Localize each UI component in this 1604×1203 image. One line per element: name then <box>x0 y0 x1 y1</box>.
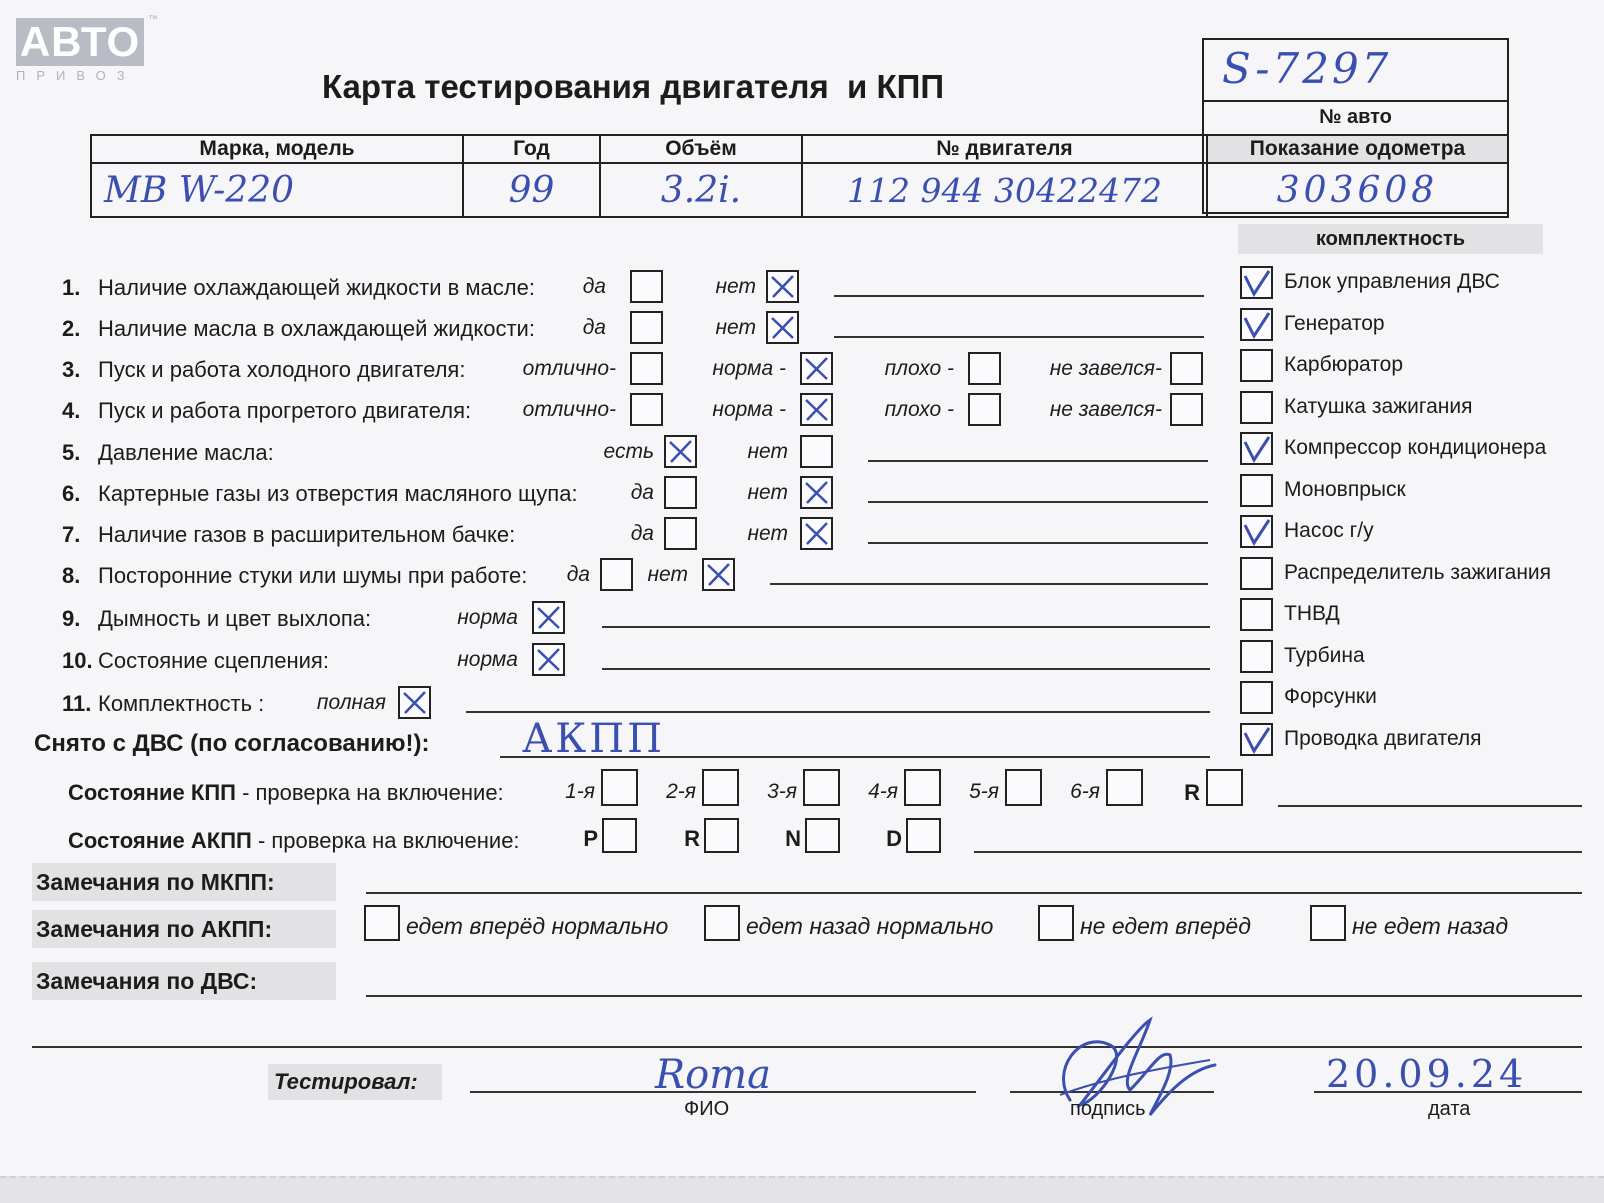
question-text: Наличие газов в расширительном бачке: <box>98 522 516 547</box>
table-header-row <box>91 135 1508 163</box>
option-label: нет <box>747 440 788 463</box>
check-mark-icon <box>768 272 797 301</box>
check-mark-icon <box>400 688 429 717</box>
removed-line <box>500 756 1210 758</box>
table-values-row <box>91 163 1508 217</box>
question-number: 2. <box>62 316 81 341</box>
answer-line <box>602 626 1210 628</box>
removed-value: АКПП <box>522 716 666 762</box>
kit-item-label: ТНВД <box>1284 602 1340 625</box>
check-mark-icon <box>802 519 831 548</box>
akpp-gear-checkbox[interactable] <box>906 818 941 853</box>
check-mark-icon <box>534 603 563 632</box>
kit-item-label: Карбюратор <box>1284 353 1404 376</box>
remarks-mkpp-label: Замечания по МКПП: <box>32 863 336 901</box>
option-label: не завелся- <box>1049 398 1162 421</box>
akpp-remark-checkbox[interactable] <box>1310 905 1346 941</box>
kit-item-label: Компрессор кондиционера <box>1284 436 1547 459</box>
question-text: Дымность и цвет выхлопа: <box>98 606 372 631</box>
akpp-gear-label: N <box>785 826 801 851</box>
remarks-dvs-line <box>366 995 1582 997</box>
kpp-gear-checkbox[interactable] <box>1206 769 1243 806</box>
car-number-label: № авто <box>1319 106 1392 128</box>
option-checkbox[interactable] <box>532 601 565 634</box>
option-label: да <box>582 275 606 298</box>
kit-checkbox[interactable] <box>1240 598 1273 631</box>
kpp-gear-label: 1-я <box>565 780 595 803</box>
question-text: Наличие охлаждающей жидкости в масле: <box>98 275 535 300</box>
kpp-gear-label: 4-я <box>868 780 898 803</box>
answer-line <box>834 336 1204 338</box>
option-checkbox[interactable] <box>532 643 565 676</box>
year-value: 99 <box>463 163 600 217</box>
answer-line <box>868 460 1208 462</box>
answer-line <box>834 295 1204 297</box>
option-label: нет <box>747 522 788 545</box>
question-number: 10. <box>62 648 93 673</box>
akpp-remark-label: не едет назад <box>1352 913 1509 939</box>
option-checkbox[interactable] <box>398 686 431 719</box>
check-mark-icon <box>534 645 563 674</box>
option-checkbox[interactable] <box>800 435 833 468</box>
logo-main: АВТО <box>16 18 144 66</box>
kit-checkbox[interactable] <box>1240 349 1273 382</box>
logo-sub: ПРИВОЗ <box>16 68 136 83</box>
odometer-value: 303608 <box>1207 163 1508 217</box>
kit-item-label: Форсунки <box>1284 685 1377 708</box>
vehicle-info-table <box>90 134 1509 218</box>
question-text: Давление масла: <box>98 440 274 465</box>
option-checkbox[interactable] <box>800 517 833 550</box>
kit-item-label: Генератор <box>1284 311 1385 335</box>
option-label: норма <box>457 648 518 671</box>
kpp-gear-label: 6-я <box>1070 780 1100 803</box>
kit-item-label: Насос г/у <box>1284 519 1374 542</box>
col-brand-header: Марка, модель <box>91 135 463 163</box>
check-mark-icon <box>1242 268 1271 297</box>
kpp-gear-label: R <box>1184 780 1200 805</box>
question-text: Комплектность : <box>98 691 265 716</box>
akpp-remark-checkbox[interactable] <box>364 905 400 941</box>
akpp-remark-label: едет назад нормально <box>746 913 994 939</box>
remarks-akpp-label: Замечания по АКПП: <box>32 910 336 948</box>
check-mark-icon <box>1242 434 1271 463</box>
check-mark-icon <box>704 560 733 589</box>
kpp-line <box>1278 805 1582 807</box>
kit-checkbox[interactable] <box>1240 640 1273 673</box>
akpp-gear-label: R <box>684 826 700 851</box>
option-label: норма <box>457 606 518 629</box>
tested-label: Тестировал: <box>268 1064 442 1100</box>
volume-value: 3.2i. <box>600 163 802 217</box>
logo-tm: ™ <box>148 14 158 25</box>
question-number: 6. <box>62 481 81 506</box>
question-number: 4. <box>62 398 81 423</box>
logo <box>16 14 158 84</box>
answer-line <box>770 583 1208 585</box>
akpp-remark-checkbox[interactable] <box>704 905 740 941</box>
akpp-remark-checkbox[interactable] <box>1038 905 1074 941</box>
question-text: Картерные газы из отверстия масляного щупа: <box>98 481 578 506</box>
question-text: Пуск и работа прогретого двигателя: <box>98 398 472 423</box>
engine-no-value: 112 944 30422472 <box>802 163 1207 217</box>
kpp-label: Состояние КПП - проверка на включение: <box>68 780 504 805</box>
option-label: да <box>630 522 654 545</box>
option-label: есть <box>603 440 654 463</box>
kit-checkbox[interactable] <box>1240 557 1273 590</box>
option-checkbox[interactable] <box>800 476 833 509</box>
kit-checkbox[interactable] <box>1240 723 1273 756</box>
option-label: не завелся- <box>1049 357 1162 380</box>
option-checkbox[interactable] <box>1170 393 1203 426</box>
kpp-gear-label: 5-я <box>969 780 999 803</box>
tested-name: Roma <box>655 1052 771 1098</box>
col-engine-no-header: № двигателя <box>802 135 1207 163</box>
question-number: 8. <box>62 563 81 588</box>
check-mark-icon <box>802 478 831 507</box>
option-label: нет <box>715 275 756 298</box>
name-caption: ФИО <box>684 1098 730 1120</box>
option-label: нет <box>747 481 788 504</box>
answer-line <box>466 711 1210 713</box>
check-mark-icon <box>1242 725 1271 754</box>
question-number: 5. <box>62 440 81 465</box>
kit-item-label: Проводка двигателя <box>1284 726 1482 750</box>
paper-edge <box>0 1176 1604 1203</box>
akpp-label: Состояние АКПП - проверка на включение: <box>68 828 520 853</box>
question-text: Наличие масла в охлаждающей жидкости: <box>98 316 535 341</box>
col-odometer-header: Показание одометра <box>1207 135 1508 163</box>
check-mark-icon <box>1242 517 1271 546</box>
option-checkbox[interactable] <box>702 558 735 591</box>
kit-checkbox[interactable] <box>1240 391 1273 424</box>
kit-checkbox[interactable] <box>1240 432 1273 465</box>
question-number: 9. <box>62 606 81 631</box>
option-label: полная <box>316 691 386 714</box>
option-label: нет <box>647 563 688 586</box>
question-number: 7. <box>62 522 81 547</box>
akpp-gear-label: D <box>886 826 902 851</box>
remarks-extra-line <box>32 1046 1582 1048</box>
kit-checkbox[interactable] <box>1240 681 1273 714</box>
check-mark-icon <box>1242 310 1271 339</box>
option-checkbox[interactable] <box>766 270 799 303</box>
option-label: плохо - <box>884 357 954 380</box>
question-number: 3. <box>62 357 81 382</box>
kit-item-label: Катушка зажигания <box>1284 394 1473 418</box>
akpp-remark-label: не едет вперёд <box>1080 913 1251 939</box>
option-label: да <box>630 481 654 504</box>
akpp-line <box>974 851 1582 853</box>
kit-item-label: Турбина <box>1284 643 1365 667</box>
remarks-mkpp-line <box>366 892 1582 894</box>
tested-date: 20.09.24 <box>1326 1052 1528 1096</box>
question-number: 1. <box>62 275 81 300</box>
question-text: Пуск и работа холодного двигателя: <box>98 357 466 382</box>
question-text: Состояние сцепления: <box>98 648 329 673</box>
option-label: да <box>582 316 606 339</box>
answer-line <box>868 501 1208 503</box>
form-title: Карта тестирования двигателя и КПП <box>322 68 945 105</box>
col-year-header: Год <box>463 135 600 163</box>
option-checkbox[interactable] <box>766 311 799 344</box>
date-line <box>1314 1091 1582 1093</box>
kit-checkbox[interactable] <box>1240 474 1273 507</box>
option-label: нет <box>715 316 756 339</box>
option-label: норма - <box>712 357 786 380</box>
date-caption: дата <box>1428 1098 1471 1120</box>
option-label: плохо - <box>884 398 954 421</box>
option-label: отлично- <box>522 357 616 380</box>
question-text: Посторонние стуки или шумы при работе: <box>98 563 528 588</box>
kit-item-label: Блок управления ДВС <box>1284 270 1500 293</box>
answer-line <box>868 542 1208 544</box>
kit-checkbox[interactable] <box>1240 515 1273 548</box>
answer-line <box>602 668 1210 670</box>
kpp-gear-label: 3-я <box>767 780 797 803</box>
option-label: да <box>566 563 590 586</box>
signature-caption: подпись <box>1070 1098 1146 1120</box>
kit-checkbox[interactable] <box>1240 308 1273 341</box>
kit-item-label: Моновпрыск <box>1284 477 1406 501</box>
akpp-remark-label: едет вперёд нормально <box>406 913 669 939</box>
kit-checkbox[interactable] <box>1240 266 1273 299</box>
removed-label: Снято с ДВС (по согласованию!): <box>34 730 430 757</box>
question-number: 11. <box>62 691 92 716</box>
remarks-dvs-label: Замечания по ДВС: <box>32 962 336 1000</box>
option-label: отлично- <box>522 398 616 421</box>
col-volume-header: Объём <box>600 135 802 163</box>
car-number-value: S-7297 <box>1222 44 1392 93</box>
check-mark-icon <box>768 313 797 342</box>
kpp-gear-label: 2-я <box>666 780 696 803</box>
kit-item-label: Распределитель зажигания <box>1284 560 1552 584</box>
option-label: норма - <box>712 398 786 421</box>
akpp-gear-label: P <box>583 826 598 851</box>
name-line <box>470 1091 976 1093</box>
option-checkbox[interactable] <box>1170 352 1203 385</box>
brand-value: MB W-220 <box>91 163 463 217</box>
kit-title: комплектность <box>1238 224 1543 254</box>
